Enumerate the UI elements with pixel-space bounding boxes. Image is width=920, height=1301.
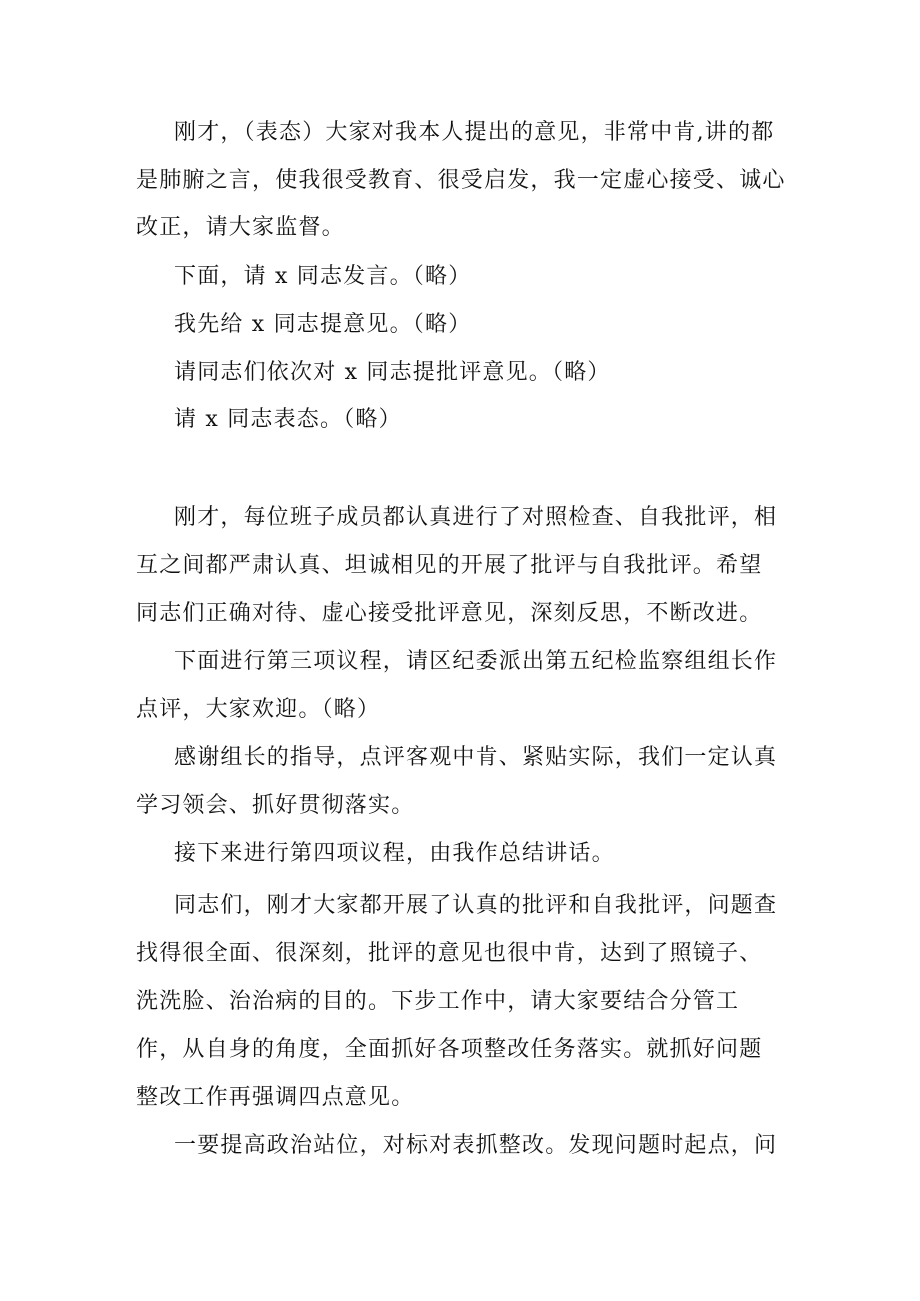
- text-line: 刚才，（表态）大家对我本人提出的意见，非常中肯,讲的都: [174, 120, 775, 145]
- text-line: 学习领会、抓好贯彻落实。: [136, 793, 415, 818]
- text-line: 点评，大家欢迎。（略）: [136, 697, 381, 722]
- text-line: 下面进行第三项议程，请区纪委派出第五纪检监察组组长作: [174, 649, 778, 674]
- text-line: 接下来进行第四项议程，由我作总结讲话。: [174, 841, 615, 866]
- text-line: 找得很全面、很深刻，批评的意见也很中肯，达到了照镜子、: [136, 941, 763, 966]
- text-line: 是肺腑之言，使我很受教育、很受启发，我一定虚心接受、诚心: [136, 168, 786, 193]
- text-line: 下面，请 x 同志发言。（略）: [174, 264, 472, 289]
- text-line: 请同志们依次对 x 同志提批评意见。（略）: [174, 360, 611, 385]
- text-line: 作，从自身的角度，全面抓好各项整改任务落实。就抓好问题: [136, 1037, 763, 1062]
- text-line: 感谢组长的指导，点评客观中肯、紧贴实际，我们一定认真: [174, 745, 778, 770]
- text-line: 改正，请大家监督。: [136, 215, 345, 240]
- text-line: 整改工作再强调四点意见。: [136, 1085, 415, 1110]
- text-line: 洗洗脸、治治病的目的。下步工作中，请大家要结合分管工: [136, 989, 740, 1014]
- text-line: 同志们正确对待、虚心接受批评意见，深刻反思，不断改进。: [136, 601, 763, 626]
- text-line: 同志们，刚才大家都开展了认真的批评和自我批评，问题查: [174, 893, 778, 918]
- text-line: 我先给 x 同志提意见。（略）: [174, 312, 472, 337]
- text-line: 刚才，每位班子成员都认真进行了对照检查、自我批评，相: [174, 505, 778, 530]
- text-line: 一要提高政治站位，对标对表抓整改。发现问题时起点，问: [174, 1133, 778, 1158]
- text-line: 互之间都严肃认真、坦诚相见的开展了批评与自我批评。希望: [136, 553, 763, 578]
- text-line: 请 x 同志表态。（略）: [174, 407, 402, 432]
